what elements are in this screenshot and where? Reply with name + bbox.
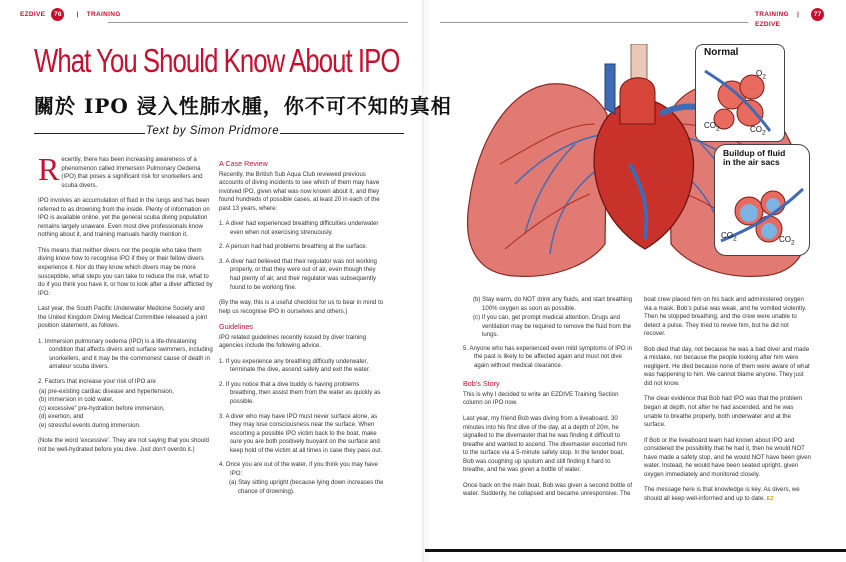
paragraph: IPO related guidelines recently issued by diver training agencies include the following advice.	[219, 333, 367, 350]
guidelines-list	[219, 358, 387, 497]
left-page-number: 76	[51, 8, 64, 21]
guidelines-heading: Guidelines	[219, 322, 253, 332]
position-statement-list	[38, 338, 214, 430]
chinese-title: 關於 IPO 浸入性肺水腫，你不可不知的真相	[34, 94, 452, 118]
right-folio	[755, 8, 846, 28]
co2-label: $CO_2$	[721, 231, 737, 243]
paragraph: Once back on the main boat, Bob was given a second bottle of water. Suddenly, he collapsed and became unresponsive. The	[463, 481, 633, 498]
paragraph: (Note the word ‘excessive’. They are not saying that you should not be well-hydrated before you dive. Just don’t overdo it.)	[38, 437, 209, 453]
paragraph: This means that neither divers nor the people who take them diving know how to recognise IPO if they or their fellow divers experience it. Nor do they know which divers may be more susceptible, what steps you can take to reduce the risk, what to do if you think you have it, or how to look after a diver afflicted by IPO.	[38, 246, 213, 297]
paragraph: Last year, the South Pacific Underwater Medicine Society and the United Kingdom Diving Medical Committee released a joint position statement, as follows.	[38, 305, 208, 330]
right-header-rule	[440, 22, 748, 23]
co2-label: $CO_2$	[779, 235, 795, 247]
right-brand: EZDIVE	[755, 21, 781, 28]
normal-inset	[695, 44, 785, 142]
case-review-heading: A Case Review	[219, 159, 268, 168]
closing-paragraph	[644, 486, 812, 503]
folio-separator: |	[796, 11, 800, 19]
vena-cava	[605, 64, 615, 114]
sub-item: (b) immersion in cold water,	[39, 396, 114, 404]
paragraph: The clear evidence that Bob had IPO was that the problem began at depth, not after he had ascended, and he was unable to breathe properly, both underwater and at the surface.	[644, 395, 803, 429]
list-item: 3. A diver had believed that their regulator was not working properly, or that they were out of air, even though they had plenty of air, and their regulator was subsequently found to be working fine.	[219, 257, 377, 291]
bobs-story-heading: Bob’s Story	[463, 379, 500, 389]
list-item: 2. A person had had problems breathing at the surface.	[219, 243, 368, 251]
sub-item: (a) pre-existing cardiac disease and hypertension,	[39, 387, 174, 395]
intro-text: ecently, there has been increasing awareness of a phenomenon called Immersion Pulmonary Oedema (IPO) that poses a significant risk for snorkellers and scuba divers.	[61, 156, 203, 189]
sub-item: (e) stressful events during immersion.	[39, 421, 141, 429]
aorta	[620, 78, 655, 124]
paragraph: This is why I decided to write an EZDIVE Training Section column on IPO now.	[463, 390, 619, 407]
left-folio	[20, 8, 121, 21]
folio-separator: |	[76, 11, 79, 19]
co2-label: $CO_2$	[750, 125, 766, 137]
right-page-number: 77	[811, 8, 824, 21]
paragraph: If Bob or the liveaboard team had known about IPO and considered the possibility that he had it, then he would NOT have made a safety stop, and he would NOT have been given water. Instead, he would have been seated upright, given oxygen immediately and monitored closely.	[644, 436, 811, 478]
guidelines-list-continued	[463, 345, 633, 371]
paragraph: Bob died that day, not because he was a bad diver and made a mistake, nor because the people looking after him were negligent. He died because none of them were aware of what was happening to him. We cannot blame anyone. They just did not know.	[644, 345, 810, 387]
right-section: TRAINING	[755, 11, 789, 19]
paragraph: boat crew placed him on his back and administered oxygen via a mask. Bob’s pulse was weak, and he vomited violently. Then he stopped breathing, and the crew were unable to detect a pulse. They tried to revive him, but he did not recover.	[644, 296, 807, 338]
sub-item: (d) exertion, and	[39, 413, 84, 421]
left-brand: EZDIVE	[20, 11, 46, 19]
sub-item: (c) If you can, get prompt medical attention. Drugs and ventilation may be required to remove the fluid from the lungs.	[473, 314, 632, 339]
list-item: 3. A diver who may have IPO must never surface alone, as they may lose consciousness near the surface. When escorting a possible IPO victim back to the boat, make sure you are both positively buoyant on the surface and keep hold of the victim at all times in case they pass out.	[219, 412, 383, 454]
paragraph: IPO involves an accumulation of fluid in the lungs and has been referred to as drowning from the inside. Plenty of information on IPO is available online, yet the general scuba diving population remains largely unaware. Even most dive professionals know nothing about it, and training manuals hardly mention it.	[38, 197, 210, 239]
page-gutter	[422, 0, 428, 562]
intro-paragraph	[38, 151, 214, 190]
article-title: What You Should Know About IPO	[34, 42, 400, 79]
co2-label: $CO_2$	[704, 121, 720, 133]
drop-cap: R	[38, 151, 60, 187]
column-3	[463, 296, 633, 506]
bottom-rule	[425, 549, 846, 552]
column-1	[38, 151, 214, 461]
left-section: TRAINING	[86, 11, 121, 19]
column-2	[219, 160, 387, 504]
normal-label: Normal	[704, 47, 739, 58]
buildup-inset	[714, 144, 810, 256]
paragraph: (By the way, this is a useful checklist for us to bear in mind to help us recognise IPO in ourselves and others.)	[219, 299, 384, 315]
sub-item: (c) excessive” pre-hydration before immersion,	[39, 404, 165, 412]
list-item: 4. Once you are out of the water, if you think you may have IPO:	[219, 461, 378, 477]
byline: Text by Simon Pridmore	[145, 125, 280, 137]
list-item: 1. Immersion pulmonary oedema (IPO) is a life-threatening condition that affects divers and surface swimmers, including snorkellers, and it may be the commonest cause of death in amateur scuba divers.	[38, 337, 213, 371]
sub-item: (b) Stay warm, do NOT drink any fluids, and start breathing 100% oxygen as soon as possible.	[473, 296, 633, 312]
sub-item: (a) Stay sitting upright (because lying down increases the chance of drowning).	[229, 479, 384, 495]
case-review-list	[219, 220, 387, 292]
list-item: 2. Factors that increase your risk of IPO are	[38, 378, 156, 386]
end-mark: EZ	[766, 495, 774, 502]
column-4	[644, 296, 812, 510]
list-item: 2. If you notice that a dive buddy is having problems breathing, then assist them from the water as quickly as possible.	[219, 380, 381, 406]
o2-label: $O_2$	[756, 69, 766, 81]
list-item: 1. If you experience any breathing difficulty underwater, terminate the dive, ascend safely and exit the water.	[219, 357, 371, 374]
paragraph: Last year, my friend Bob was diving from a liveaboard. 30 minutes into his first dive of the day, at a depth of 20m, he signalled to the divemaster that he was finding it difficult to breathe and wanted to ascend. The divemaster escorted him to the surface via a 5-minute safety stop. In the tender boat, Bob was coughing up sputum and still finding it hard to breathe, and he was given a bottle of water.	[463, 415, 627, 474]
paragraph: Recently, the British Sub Aqua Club reviewed previous accounts of diving incidents to see which of them may have involved IPO, given what was now known about it, and they found hundreds of possible cases, at least 20 in each of the past 13 years, where:	[219, 170, 380, 212]
list-item: 5. Anyone who has experienced even mild symptoms of IPO in the past is likely to be affected again and must not dive again without medical clearance.	[463, 344, 633, 369]
closing-text: The message here is that knowledge is key. As divers, we should all keep well-informed and up to date.	[644, 486, 800, 502]
left-header-rule	[108, 22, 408, 23]
list-item: 1. A diver had experienced breathing difficulties underwater even when not exercising strenuously.	[219, 220, 379, 236]
buildup-label: Buildup of fluid in the air sacs	[723, 148, 786, 167]
